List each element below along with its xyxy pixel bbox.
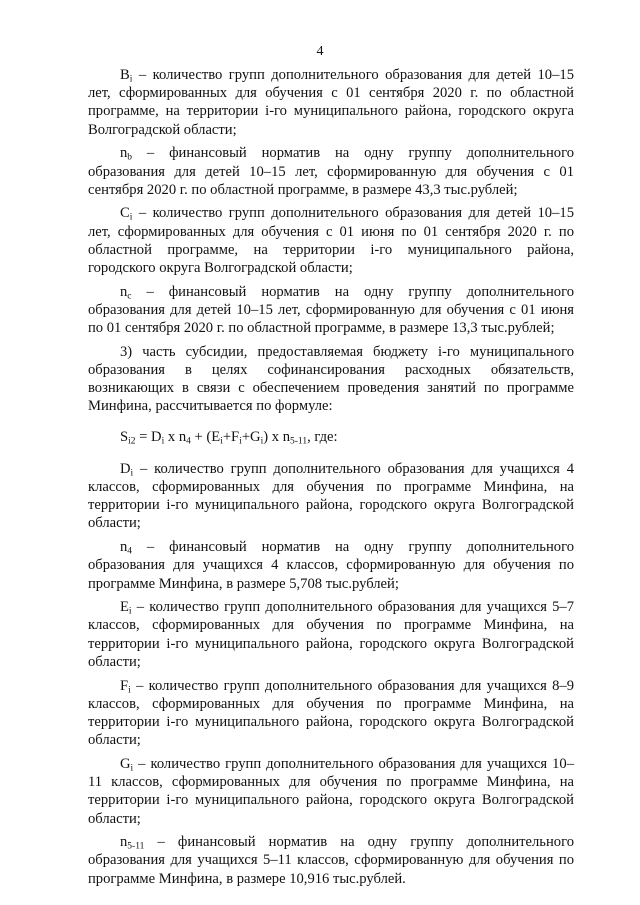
variable-subscript: i bbox=[130, 763, 134, 774]
variable-name: G bbox=[120, 755, 131, 772]
definition-n-4 bbox=[88, 538, 574, 593]
paragraph-subsidy-part-3 bbox=[88, 343, 574, 416]
variable-name: B bbox=[120, 67, 130, 83]
definition-f-i bbox=[88, 677, 574, 750]
variable-subscript: 4 bbox=[127, 546, 133, 557]
paragraph-n-b bbox=[88, 144, 574, 199]
paragraph-c-i bbox=[88, 204, 574, 277]
definition-text: – количество групп дополнительного образования для учащихся 5–7 классов, сформированных для обучения по программе Минфина, на территории i-го муниципального района, городского округа Волгоградской области; bbox=[88, 599, 574, 670]
variable-name: n bbox=[120, 539, 128, 556]
document-body bbox=[88, 66, 574, 893]
variable-name: n bbox=[120, 283, 128, 300]
variable-name: D bbox=[120, 460, 131, 477]
definition-text: – количество групп дополнительного образования для учащихся 4 классов, сформированных для обучения по программе Минфина, на территории i-го муниципального района, городского округа Волгоградской области; bbox=[88, 460, 574, 532]
formula-s-i2: $S_{i2} = D_i$ x $n_4 + (E_i+F_i+G_i)$ x $n_{5-11}$, где: bbox=[120, 428, 338, 447]
variable-name: n bbox=[120, 145, 128, 162]
variable-name: F bbox=[120, 677, 129, 694]
page-number: 4 bbox=[316, 44, 324, 59]
paragraph-text: – финансовый норматив на одну группу дополнительного образования для детей 10–15 лет, сформированную для обучения с 01 сентября 2020 г. по областной программе, в размере 43,3 тыс.рублей; bbox=[88, 145, 574, 198]
variable-subscript: i bbox=[130, 468, 134, 479]
variable-subscript: i bbox=[128, 685, 131, 696]
paragraph-text: – количество групп дополнительного образования для детей 10–15 лет, сформированных для обучения с 01 июня по 01 сентября 2020 г. по областной программе, на территории i-го муниципального района, городского округа Волгоградской области; bbox=[88, 205, 574, 277]
variable-subscript: i bbox=[128, 606, 132, 617]
paragraph-text: – финансовый норматив на одну группу дополнительного образования для детей 10–15 лет, сформированную для обучения с 01 июня по 01 сентября 2020 г. по областной программе, в размере 13,3 тыс.рублей; bbox=[88, 283, 574, 337]
definition-g-i bbox=[88, 755, 574, 828]
definition-e-i bbox=[88, 598, 574, 671]
definition-n-5-11 bbox=[88, 833, 574, 888]
variable-subscript: i bbox=[129, 212, 133, 223]
paragraph-text: – количество групп дополнительного образования для детей 10–15 лет, сформированных для обучения с 01 сентября 2020 г. по областной программе, на территории i-го муниципального района, городского округа Волгоградской области; bbox=[88, 67, 574, 138]
definition-text: – количество групп дополнительного образования для учащихся 10–11 классов, сформированных для обучения по программе Минфина, на территории i-го муниципального района, городского округа Волгоградской области; bbox=[88, 755, 574, 827]
variable-name: E bbox=[120, 599, 129, 616]
definition-text: – финансовый норматив на одну группу дополнительного образования для учащихся 5–11 классов, сформированную для обучения по программе Минфина, в размере 10,916 тыс.рублей. bbox=[88, 834, 574, 887]
paragraph-text: 3) часть субсидии, предоставляемая бюджету i-го муниципального образования в целях софинансирования расходных обязательств, возникающих в связи с обеспечением проведения занятий по программе Минфина, рассчитывается по формуле: bbox=[88, 343, 574, 415]
variable-name: C bbox=[120, 205, 130, 222]
variable-subscript: b bbox=[127, 152, 133, 163]
variable-subscript: i bbox=[129, 74, 133, 85]
definition-text: – финансовый норматив на одну группу дополнительного образования для учащихся 4 классов, сформированную для обучения по программе Минфина, в размере 5,708 тыс.рублей; bbox=[88, 539, 574, 592]
definition-d-i bbox=[88, 460, 574, 533]
definition-text: – количество групп дополнительного образования для учащихся 8–9 классов, сформированных для обучения по программе Минфина, на территории i-го муниципального района, городского округа Волгоградской области; bbox=[88, 677, 574, 749]
paragraph-n-c bbox=[88, 283, 574, 338]
paragraph-b-i bbox=[88, 66, 574, 139]
variable-subscript: 5-11 bbox=[127, 841, 145, 852]
variable-name: n bbox=[120, 834, 128, 851]
variable-subscript: c bbox=[127, 291, 132, 302]
